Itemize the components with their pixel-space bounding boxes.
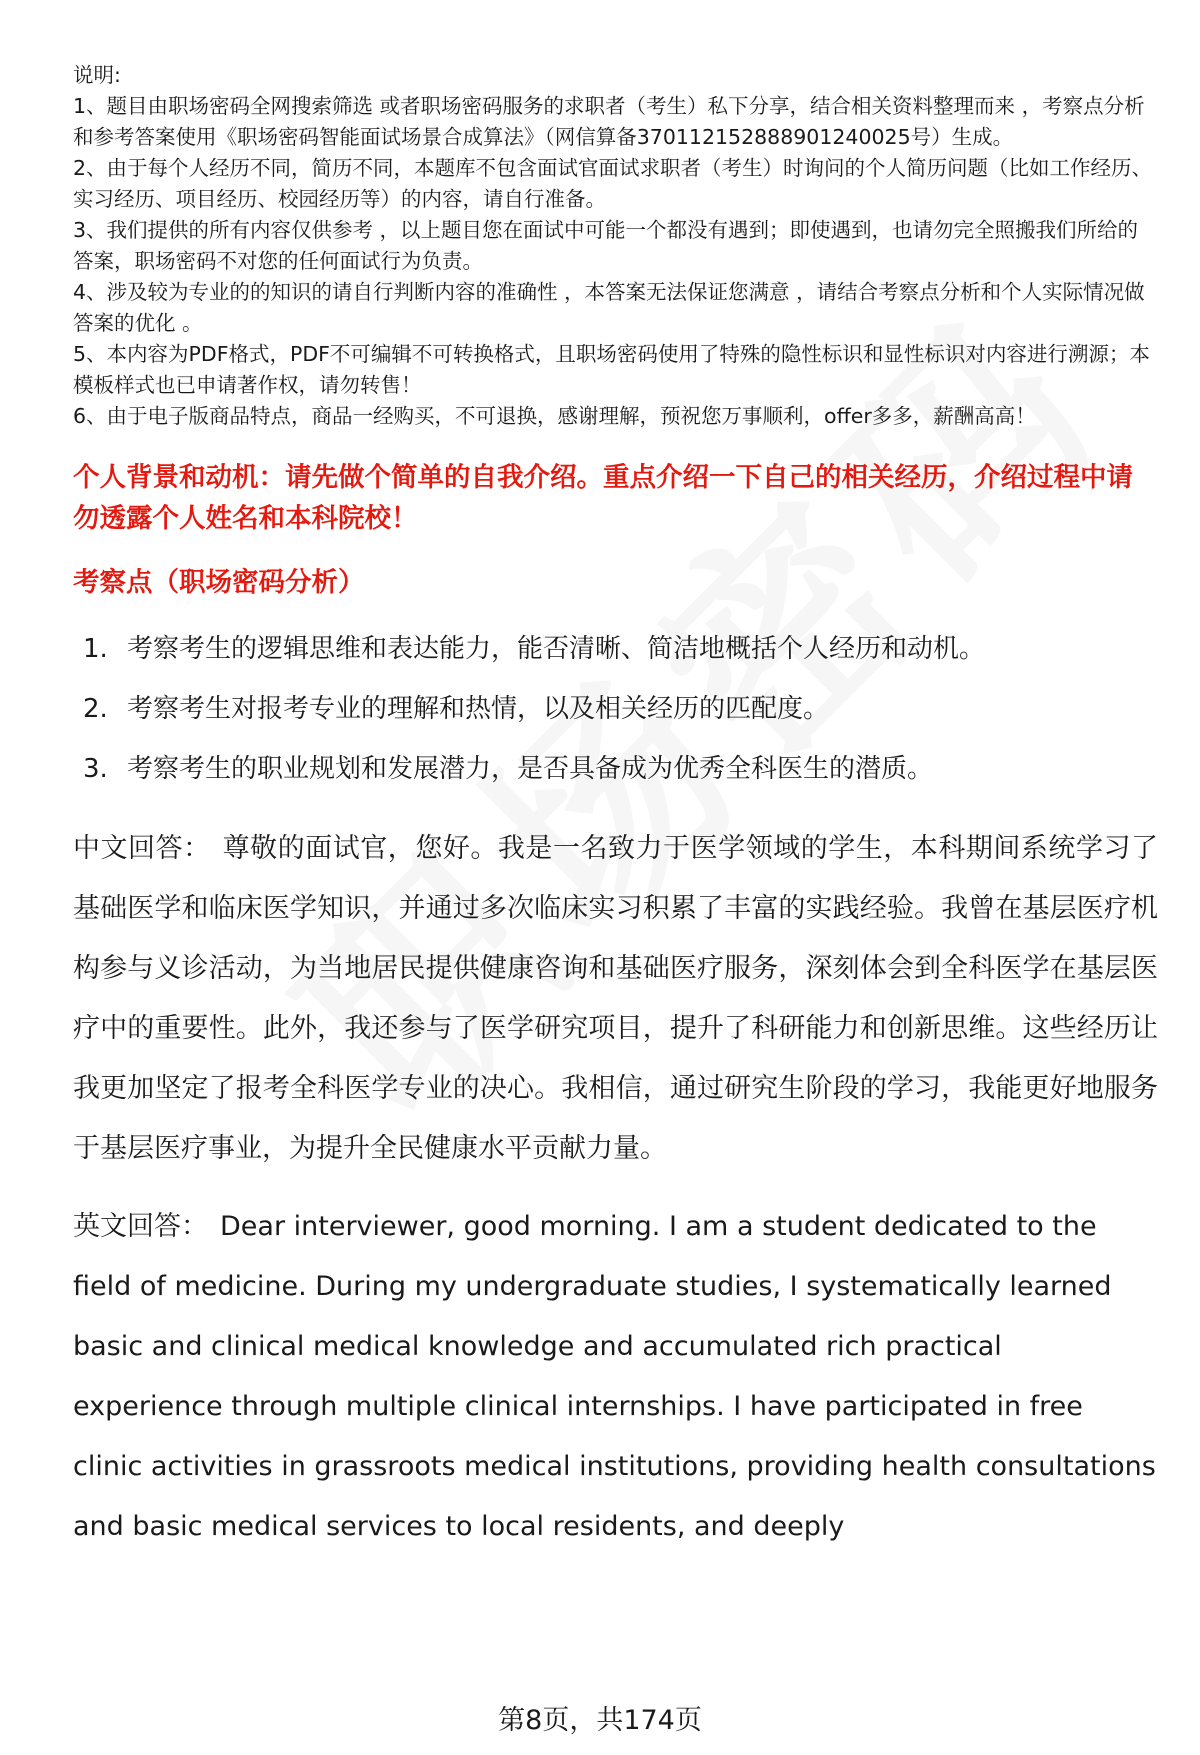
point-text: 考察考生的职业规划和发展潜力，是否具备成为优秀全科医生的潜质。 [127, 754, 934, 784]
document-page [73, 60, 1158, 1557]
english-answer-text: Dear interviewer, good morning. I am a student dedicated to the field of medicine. During my undergraduate studies, I systematically learned basic and clinical medical knowledge and accumulated rich practical experience through multiple clinical internships. I have participated in free clinic activities in grassroots medical institutions, providing health consultations and basic medical services to local residents, and deeply [73, 1211, 1156, 1542]
english-answer [73, 1197, 1158, 1557]
notes-item: 2、由于每个人经历不同，简历不同，本题库不包含面试官面试求职者（考生）时询问的个人简历问题（比如工作经历、实习经历、项目经历、校园经历等）的内容，请自行准备。 [73, 156, 1153, 211]
point-text: 考察考生的逻辑思维和表达能力，能否清晰、简洁地概括个人经历和动机。 [127, 634, 986, 664]
chinese-answer-text: 尊敬的面试官，您好。我是一名致力于医学领域的学生，本科期间系统学习了基础医学和临床医学知识，并通过多次临床实习积累了丰富的实践经验。我曾在基层医疗机构参与义诊活动，为当地居民提供健康咨询和基础医疗服务，深刻体会到全科医学在基层医疗中的重要性。此外，我还参与了医学研究项目，提升了科研能力和创新思维。这些经历让我更加坚定了报考全科医学专业的决心。我相信，通过研究生阶段的学习，我能更好地服务于基层医疗事业，为提升全民健康水平贡献力量。 [73, 833, 1159, 1164]
notes-item: 5、本内容为PDF格式，PDF不可编辑不可转换格式，且职场密码使用了特殊的隐性标识和显性标识对内容进行溯源；本模板样式也已申请著作权，请勿转售！ [73, 342, 1150, 397]
chinese-answer-label: 中文回答： [73, 833, 211, 864]
notes-item: 6、由于电子版商品特点，商品一经购买，不可退换，感谢理解，预祝您万事顺利，offer多多，薪酬高高！ [73, 404, 1036, 428]
analysis-point [83, 679, 1158, 739]
question-title: 个人背景和动机：请先做个简单的自我介绍。重点介绍一下自己的相关经历，介绍过程中请勿透露个人姓名和本科院校！ [73, 462, 1133, 534]
notes-item: 3、我们提供的所有内容仅供参考 ，以上题目您在面试中可能一个都没有遇到；即使遇到，也请勿完全照搬我们所给的答案，职场密码不对您的任何面试行为负责。 [73, 218, 1139, 273]
notes-section [73, 60, 1158, 432]
point-number: 1. [83, 634, 108, 664]
page-number: 第8页，共174页 [498, 1705, 702, 1736]
notes-item: 1、题目由职场密码全网搜索筛选 或者职场密码服务的求职者（考生）私下分享，结合相关资料整理而来 ，考察点分析和参考答案使用《职场密码智能面试场景合成算法》（网信算备370112152888901240025号）生成。 [73, 94, 1145, 149]
point-number: 3. [83, 754, 108, 784]
point-text: 考察考生对报考专业的理解和热情，以及相关经历的匹配度。 [127, 694, 830, 724]
point-number: 2. [83, 694, 108, 724]
analysis-point [83, 739, 1158, 799]
notes-item: 4、涉及较为专业的的知识的请自行判断内容的准确性 ，本答案无法保证您满意 ，请结合考察点分析和个人实际情况做答案的优化 。 [73, 280, 1145, 335]
chinese-answer [73, 819, 1158, 1179]
notes-heading: 说明: [73, 63, 121, 87]
analysis-points [73, 619, 1158, 799]
analysis-title: 考察点（职场密码分析） [73, 567, 365, 598]
analysis-point [83, 619, 1158, 679]
english-answer-label: 英文回答： [73, 1211, 208, 1242]
